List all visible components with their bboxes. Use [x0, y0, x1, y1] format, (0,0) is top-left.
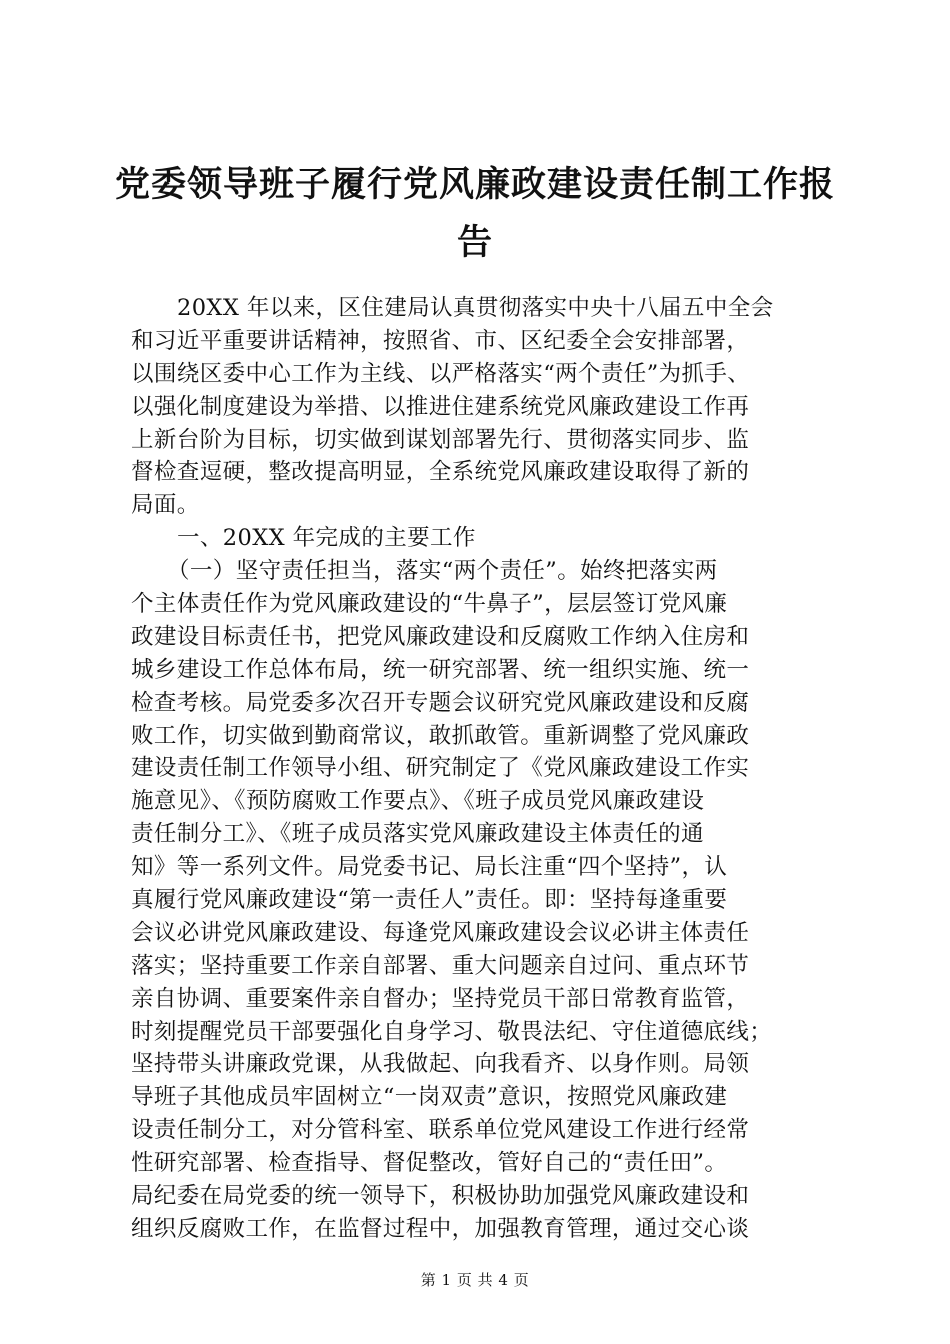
- body-line: 性研究部署、检查指导、督促整改，管好自己的“责任田”。: [131, 1150, 728, 1177]
- body-line: 导班子其他成员牢固树立“一岗双责”意识，按照党风廉政建: [131, 1084, 728, 1111]
- body-line: 施意见》、《预防腐败工作要点》、《班子成员党风廉政建设: [131, 788, 705, 815]
- body-line: 败工作，切实做到勤商常议，敢抓敢管。重新调整了党风廉政: [131, 722, 750, 749]
- body-line: 检查考核。局党委多次召开专题会议研究党风廉政建设和反腐: [131, 689, 750, 716]
- body-line: 设责任制分工，对分管科室、联系单位党风建设工作进行经常: [131, 1117, 750, 1144]
- body-line: 亲自协调、重要案件亲自督办；坚持党员干部日常教育监管，: [131, 985, 750, 1012]
- page-number-footer: 第 1 页 共 4 页: [420, 1271, 530, 1289]
- body-line: 以围绕区委中心工作为主线、以严格落实“两个责任”为抓手、: [131, 360, 751, 387]
- section-heading: 一、20XX 年完成的主要工作: [177, 525, 476, 552]
- body-line: 以强化制度建设为举措、以推进住建系统党风廉政建设工作再: [131, 393, 750, 420]
- body-line: 局纪委在局党委的统一领导下，积极协助加强党风廉政建设和: [131, 1183, 750, 1210]
- body-line: 建设责任制工作领导小组、研究制定了《党风廉政建设工作实: [131, 755, 750, 782]
- body-line: 知》等一系列文件。局党委书记、局长注重“四个坚持”，认: [131, 854, 728, 881]
- body-line: 城乡建设工作总体布局，统一研究部署、统一组织实施、统一: [131, 656, 750, 683]
- body-line: 时刻提醒党员干部要强化自身学习、敬畏法纪、守住道德底线；: [131, 1018, 773, 1045]
- document-body: [131, 292, 831, 1246]
- body-line: 组织反腐败工作，在监督过程中，加强教育管理，通过交心谈: [131, 1215, 750, 1242]
- document-title-line-1: 党委领导班子履行党风廉政建设责任制工作报: [114, 164, 835, 205]
- body-line: 个主体责任作为党风廉政建设的“牛鼻子”，层层签订党风廉: [131, 591, 728, 618]
- body-line: 局面。: [131, 492, 200, 519]
- body-line: 真履行党风廉政建设“第一责任人”责任。即：坚持每逢重要: [131, 887, 728, 914]
- body-line: 坚持带头讲廉政党课，从我做起、向我看齐、以身作则。局领: [131, 1051, 750, 1078]
- body-line: 督检查逗硬，整改提高明显，全系统党风廉政建设取得了新的: [131, 459, 750, 486]
- body-line: 和习近平重要讲话精神，按照省、市、区纪委全会安排部署，: [131, 327, 750, 354]
- subsection-heading: （一）坚守责任担当，落实“两个责任”。始终把落实两: [167, 558, 718, 585]
- body-line: 落实；坚持重要工作亲自部署、重大问题亲自过问、重点环节: [131, 952, 750, 979]
- body-line: 政建设目标责任书，把党风廉政建设和反腐败工作纳入住房和: [131, 623, 750, 650]
- document-title-line-2: 告: [456, 222, 493, 263]
- body-line: 上新台阶为目标，切实做到谋划部署先行、贯彻落实同步、监: [131, 426, 750, 453]
- body-line: 20XX 年以来，区住建局认真贯彻落实中央十八届五中全会: [177, 295, 774, 321]
- body-line: 会议必讲党风廉政建设、每逢党风廉政建设会议必讲主体责任: [131, 919, 750, 946]
- body-line: 责任制分工》、《班子成员落实党风廉政建设主体责任的通: [131, 821, 704, 848]
